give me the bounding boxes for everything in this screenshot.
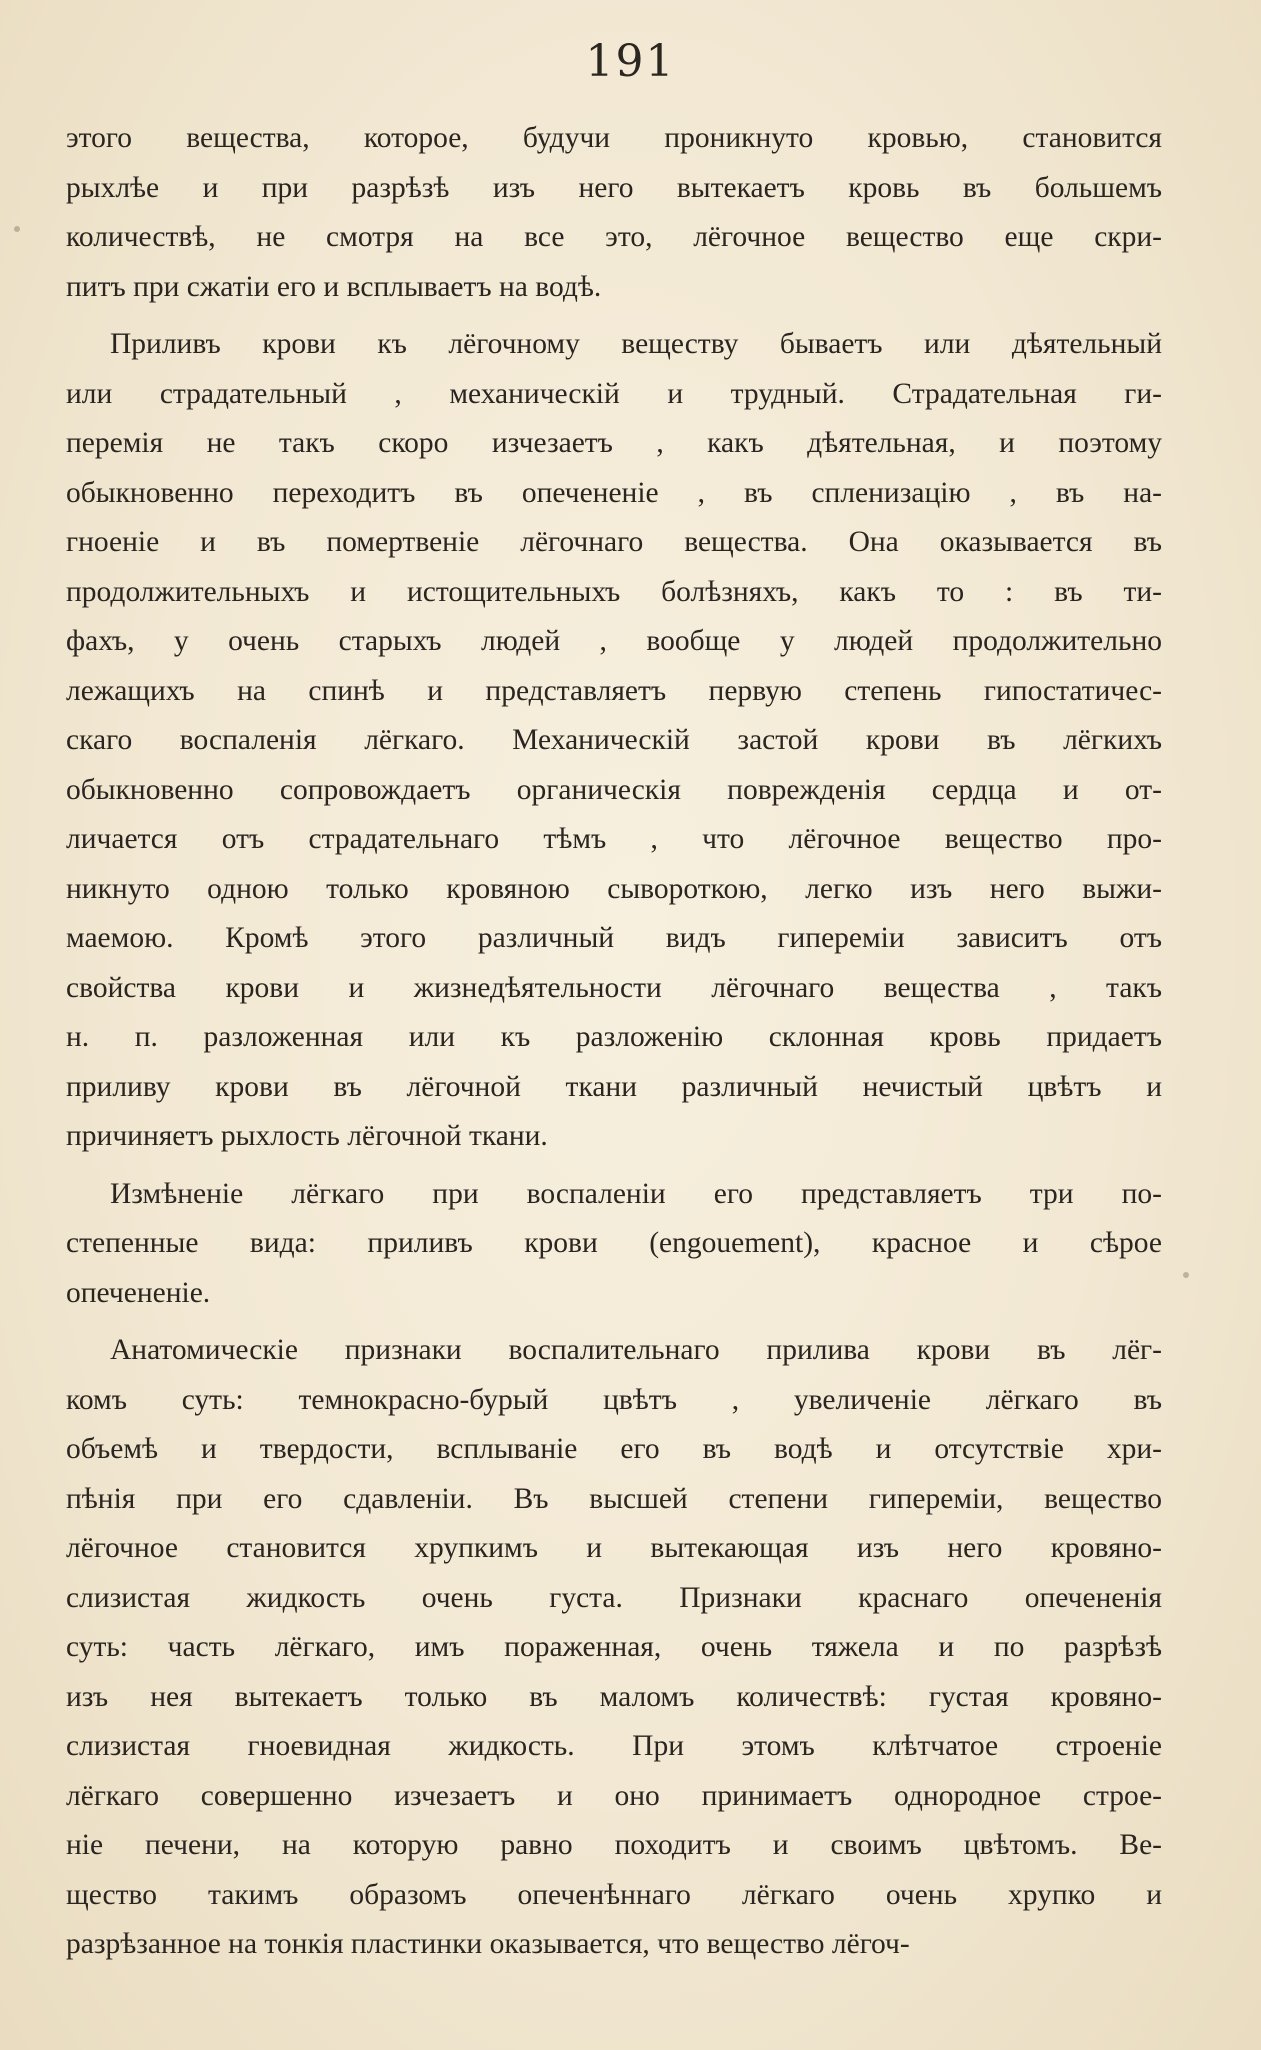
text-line: Измѣненіе лёгкаго при воспаленіи его представляетъ три по-: [110, 1177, 1162, 1210]
text-line: Анатомическіе признаки воспалительнаго прилива крови въ лёг-: [110, 1334, 1162, 1366]
text-line: гноеніе и въ помертвеніе лёгочнаго вещества. Она оказывается въ: [66, 526, 1162, 558]
text-line: маемою. Кромѣ этого различный видъ гипереміи зависитъ отъ: [66, 922, 1162, 954]
text-line: или страдательный , механическій и трудный. Страдательная ги-: [66, 377, 1162, 410]
text-line: свойства крови и жизнедѣятельности лёгочнаго вещества , такъ: [66, 971, 1162, 1004]
text-line: щество такимъ образомъ опеченѣннаго лёгкаго очень хрупко и: [66, 1878, 1162, 1911]
text-line: перемія не такъ скоро изчезаетъ , какъ дѣятельная, и поэтому: [66, 427, 1162, 459]
text-line: рыхлѣе и при разрѣзѣ изъ него вытекаетъ кровь въ большемъ: [66, 171, 1162, 204]
text-line: слизистая жидкость очень густа. Признаки краснаго опечененія: [66, 1581, 1162, 1614]
paragraph: [66, 1170, 1162, 1319]
text-line: обыкновенно сопровождаетъ органическія поврежденія сердца и от-: [66, 773, 1162, 806]
text-line: Приливъ крови къ лёгочному веществу бываетъ или дѣятельный: [110, 328, 1162, 360]
text-line: пѣнія при его сдавленіи. Въ высшей степени гипереміи, вещество: [66, 1482, 1162, 1515]
text-line: н. п. разложенная или къ разложенію склонная кровь придаетъ: [66, 1021, 1162, 1053]
text-line: комъ суть: темнокрасно-бурый цвѣтъ , увеличеніе лёгкаго въ: [66, 1383, 1162, 1416]
text-line: приливу крови въ лёгочной ткани различный нечистый цвѣтъ и: [66, 1070, 1162, 1103]
text-line: этого вещества, которое, будучи проникнуто кровью, становится: [66, 122, 1162, 154]
text-line: питъ при сжатіи его и всплываетъ на водѣ.: [66, 270, 602, 303]
paper-speck: [14, 226, 20, 232]
text-line: слизистая гноевидная жидкость. При этомъ клѣтчатое строеніе: [66, 1730, 1162, 1762]
text-line: степенные вида: приливъ крови (engouement), красное и сѣрое: [66, 1227, 1162, 1259]
text-line: лёгкаго совершенно изчезаетъ и оно принимаетъ однородное строе-: [66, 1779, 1162, 1812]
body-text: [66, 114, 1162, 1970]
text-line: причиняетъ рыхлость лёгочной ткани.: [66, 1120, 548, 1152]
text-line: фахъ, у очень старыхъ людей , вообще у людей продолжительно: [66, 625, 1162, 657]
text-line: скаго воспаленія лёгкаго. Механическій застой крови въ лёгкихъ: [66, 724, 1162, 756]
paragraph: [66, 320, 1162, 1162]
paragraph: [66, 1326, 1162, 1970]
text-line: никнуто одною только кровяною сывороткою, легко изъ него выжи-: [66, 872, 1162, 905]
text-line: разрѣзанное на тонкія пластинки оказывается, что вещество лёгоч-: [66, 1928, 910, 1960]
text-line: личается отъ страдательнаго тѣмъ , что лёгочное вещество про-: [66, 823, 1162, 855]
text-line: объемѣ и твердости, всплываніе его въ водѣ и отсутствіе хри-: [66, 1433, 1162, 1465]
text-line: лёгочное становится хрупкимъ и вытекающая изъ него кровяно-: [66, 1532, 1162, 1564]
page-number: 191: [585, 36, 676, 87]
text-line: изъ нея вытекаетъ только въ маломъ количествѣ: густая кровяно-: [66, 1680, 1162, 1713]
text-line: опечененіе.: [66, 1276, 211, 1309]
paragraph-gap: [66, 312, 1162, 320]
text-line: ніе печени, на которую равно походитъ и своимъ цвѣтомъ. Ве-: [66, 1829, 1162, 1861]
paper-speck: [1183, 1272, 1189, 1278]
text-line: обыкновенно переходитъ въ опечененіе , въ спленизацію , въ на-: [66, 476, 1162, 509]
paragraph-gap: [66, 1318, 1162, 1326]
paragraph-gap: [66, 1162, 1162, 1170]
text-line: продолжительныхъ и истощительныхъ болѣзняхъ, какъ то : въ ти-: [66, 575, 1162, 608]
text-line: суть: часть лёгкаго, имъ пораженная, очень тяжела и по разрѣзѣ: [66, 1631, 1162, 1663]
text-line: лежащихъ на спинѣ и представляетъ первую степень гипостатичес-: [66, 674, 1162, 707]
paragraph: [66, 114, 1162, 312]
text-line: количествѣ, не смотря на все это, лёгочное вещество еще скри-: [66, 221, 1162, 253]
